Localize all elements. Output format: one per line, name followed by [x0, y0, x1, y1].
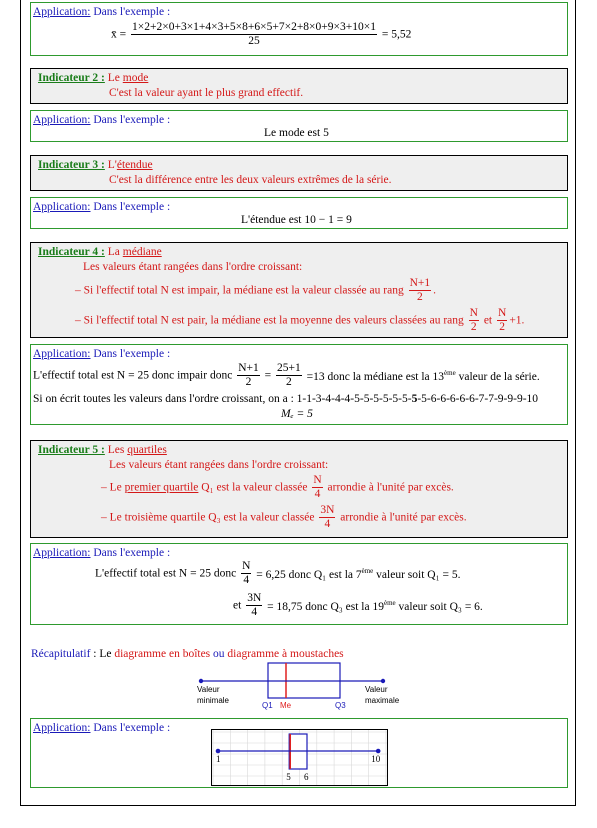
tick-min: 1	[216, 754, 221, 764]
page-frame	[20, 0, 576, 806]
indicator-5-box: Indicateur 5 : Les quartiles Les valeurs étant rangées dans l'ordre croissant: – Le premier quartile Q₁ est la valeur classée $\frac{N}{4}$ arrondie à l'unité par excès. – Le troisième quartile Q₃ est la valeur classée $\frac{3N}{4}$ arrondie à l'unité par excès.	[30, 440, 568, 538]
median-application-box: Application: Dans l'exemple : L'effectif total est N = 25 donc impair donc $\frac{N+1}{2}$ = $\frac{25+1}{2}$ =13 donc la médiane est la 13ème valeur de la série. Si on écrit toutes les valeurs dans l'ordre croissant, on a : 1-1-3-4-4-4-5-5-5-5-5-5-5-5-6-6-6-6-6-7-7-9-9-9-10 Mₑ = 5	[30, 344, 568, 425]
min-point	[216, 749, 221, 754]
recap-line: Récapitulatif : Le diagramme en boîtes ou diagramme à moustaches	[31, 648, 344, 660]
label-me: Me	[280, 701, 292, 710]
median-even-rule: – Si l'effectif total N est pair, la médiane est la moyenne des valeurs classées au rang $\frac{N}{2}$ et $\frac{N}{2}$ +1.	[75, 307, 525, 334]
label-q1: Q1	[262, 701, 273, 710]
range-definition: C'est la différence entre les deux valeurs extrêmes de la série.	[109, 174, 392, 186]
median-calc: L'effectif total est N = 25 donc impair donc $\frac{N+1}{2}$ = $\frac{25+1}{2}$ =13 donc la médiane est la 13ème valeur de la série.	[33, 362, 540, 389]
app-heading: Application: Dans l'exemple :	[33, 6, 171, 18]
tick-q1: 5	[286, 772, 291, 782]
label-min-value: Valeur minimale	[197, 685, 230, 705]
max-point	[376, 749, 381, 754]
mode-result: Le mode est 5	[264, 127, 329, 139]
label-q3: Q3	[335, 701, 346, 710]
indicator-2-box: Indicateur 2 : Le mode C'est la valeur ayant le plus grand effectif.	[30, 68, 568, 104]
q3-calc: et $\frac{3N}{4}$ = 18,75 donc Q₃ est la 19ème valeur soit Q₃ = 6.	[233, 592, 483, 619]
boxplot-application-box: Application: Dans l'exemple : 1 10 5 6	[30, 718, 568, 788]
quartiles-application-box: Application: Dans l'exemple : L'effectif total est N = 25 donc $\frac{N}{4}$ = 6,25 donc Q₁ est la 7ème valeur soit Q₁ = 5. et $\frac{3N}{4}$ = 18,75 donc Q₃ est la 19ème valeur soit Q₃ = 6.	[30, 543, 568, 625]
median-odd-rule: – Si l'effectif total N est impair, la médiane est la valeur classée au rang $\frac{N+1}{2}$ .	[75, 277, 437, 304]
mode-definition: C'est la valeur ayant le plus grand effectif.	[109, 87, 304, 99]
tick-q3: 6	[304, 772, 309, 782]
q1-rule: – Le premier quartile Q₁ est la valeur classée $\frac{N}{4}$ arrondie à l'unité par excès.	[101, 474, 454, 501]
indicator-3-box: Indicateur 3 : L'étendue C'est la différence entre les deux valeurs extrêmes de la série.	[30, 155, 568, 191]
range-application-box: Application: Dans l'exemple : L'étendue est 10 − 1 = 9	[30, 197, 568, 229]
range-result: L'étendue est 10 − 1 = 9	[241, 214, 352, 226]
mean-application-box	[30, 2, 568, 56]
q3-rule: – Le troisième quartile Q₃ est la valeur classée $\frac{3N}{4}$ arrondie à l'unité par excès.	[101, 504, 467, 531]
mean-formula: x̄ = $\frac{1\times 2+2\times 0+3\times 1+4\times 3+5\times 8+6\times 5+7\times 2+8\times 0+9\times 3+10\times 1}{25}$ = 5,52	[111, 21, 412, 48]
q1-calc: L'effectif total est N = 25 donc $\frac{N}{4}$ = 6,25 donc Q₁ est la 7ème valeur soit Q₁ = 5.	[95, 560, 461, 587]
median-result: Mₑ = 5	[281, 408, 313, 420]
median-sorted-values: Si on écrit toutes les valeurs dans l'ordre croissant, on a : 1-1-3-4-4-4-5-5-5-5-5-5-5-5-6-6-6-6-6-7-7-9-9-9-10	[33, 393, 539, 405]
example-box-plot	[211, 729, 389, 787]
mode-application-box: Application: Dans l'exemple : Le mode est 5	[30, 110, 568, 142]
indicator-4-box: Indicateur 4 : La médiane Les valeurs étant rangées dans l'ordre croissant: – Si l'effectif total N est impair, la médiane est la valeur classée au rang $\frac{N+1}{2}$ . – Si l'effectif total N est pair, la médiane est la moyenne des valeurs classées au rang $\frac{N}{2}$ et $\frac{N}{2}$ +1.	[30, 242, 568, 338]
label-max-value: Valeur maximale	[365, 685, 400, 705]
tick-max: 10	[371, 754, 381, 764]
